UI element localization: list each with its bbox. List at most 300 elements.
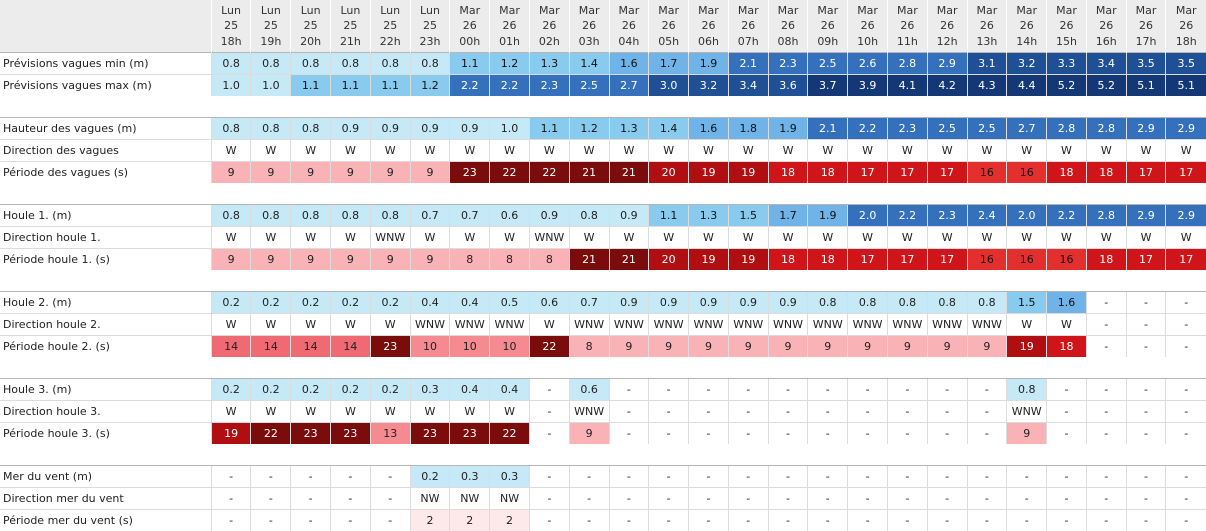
- time-column-header: [808, 0, 848, 53]
- row-direction-mer-du-vent: [0, 488, 1206, 510]
- value-cell: 23: [291, 423, 331, 445]
- value-cell: 16: [967, 162, 1007, 184]
- value-cell: -: [768, 466, 808, 488]
- value-cell: -: [1047, 401, 1087, 423]
- value-cell: 0.8: [251, 53, 291, 75]
- value-cell: W: [211, 227, 251, 249]
- time-column-header: [728, 0, 768, 53]
- value-cell: 4.3: [967, 75, 1007, 97]
- time-column-header: [1166, 0, 1206, 53]
- value-cell: 0.8: [331, 53, 371, 75]
- value-cell: 3.0: [649, 75, 689, 97]
- value-cell: -: [649, 510, 689, 531]
- value-cell: W: [410, 140, 450, 162]
- time-column-header: [1047, 0, 1087, 53]
- value-cell: 23: [450, 423, 490, 445]
- value-cell: 0.7: [450, 205, 490, 227]
- header-date: 25: [371, 18, 410, 34]
- value-cell: W: [450, 227, 490, 249]
- value-cell: 0.5: [490, 292, 530, 314]
- value-cell: -: [967, 510, 1007, 531]
- value-cell: 3.4: [1086, 53, 1126, 75]
- time-column-header: [649, 0, 689, 53]
- value-cell: -: [609, 466, 649, 488]
- header-day: Mar: [888, 3, 927, 19]
- header-date: 26: [968, 18, 1007, 34]
- value-cell: -: [768, 423, 808, 445]
- value-cell: 2.5: [808, 53, 848, 75]
- value-cell: -: [808, 510, 848, 531]
- value-cell: 0.8: [808, 292, 848, 314]
- value-cell: 21: [569, 249, 609, 271]
- value-cell: 14: [331, 336, 371, 358]
- value-cell: -: [291, 510, 331, 531]
- value-cell: 1.0: [211, 75, 251, 97]
- header-date: 26: [570, 18, 609, 34]
- value-cell: 2.9: [1126, 118, 1166, 140]
- value-cell: W: [291, 227, 331, 249]
- value-cell: 10: [450, 336, 490, 358]
- row-periode-vagues: [0, 162, 1206, 184]
- value-cell: W: [848, 227, 888, 249]
- value-cell: W: [211, 314, 251, 336]
- time-column-header: [410, 0, 450, 53]
- value-cell: 0.4: [450, 292, 490, 314]
- header-day: Mar: [689, 3, 728, 19]
- value-cell: 0.2: [370, 379, 410, 401]
- separator-cell: [0, 357, 1206, 379]
- header-day: Mar: [1127, 3, 1166, 19]
- row-label: Prévisions vagues max (m): [0, 75, 211, 97]
- value-cell: 3.1: [967, 53, 1007, 75]
- value-cell: -: [609, 510, 649, 531]
- value-cell: -: [1126, 488, 1166, 510]
- value-cell: W: [689, 227, 729, 249]
- value-cell: W: [410, 227, 450, 249]
- value-cell: W: [609, 227, 649, 249]
- header-day: Mar: [610, 3, 649, 19]
- value-cell: 0.9: [609, 292, 649, 314]
- value-cell: -: [649, 379, 689, 401]
- value-cell: 9: [251, 162, 291, 184]
- value-cell: -: [1047, 423, 1087, 445]
- value-cell: -: [529, 401, 569, 423]
- header-hour: 12h: [928, 34, 967, 50]
- value-cell: W: [808, 227, 848, 249]
- value-cell: 23: [410, 423, 450, 445]
- value-cell: 22: [490, 423, 530, 445]
- value-cell: 0.2: [211, 379, 251, 401]
- header-date: 26: [530, 18, 569, 34]
- value-cell: 3.4: [728, 75, 768, 97]
- value-cell: 9: [410, 249, 450, 271]
- value-cell: -: [529, 423, 569, 445]
- value-cell: -: [808, 401, 848, 423]
- value-cell: -: [887, 379, 927, 401]
- header-day: Lun: [251, 3, 290, 19]
- value-cell: -: [689, 423, 729, 445]
- value-cell: -: [1047, 466, 1087, 488]
- time-column-header: [529, 0, 569, 53]
- value-cell: -: [291, 488, 331, 510]
- header-date: 26: [1047, 18, 1086, 34]
- value-cell: WNW: [967, 314, 1007, 336]
- value-cell: -: [370, 488, 410, 510]
- header-day: Mar: [848, 3, 887, 19]
- value-cell: -: [331, 466, 371, 488]
- value-cell: W: [569, 140, 609, 162]
- row-vagues-max: [0, 75, 1206, 97]
- value-cell: 14: [251, 336, 291, 358]
- value-cell: W: [490, 227, 530, 249]
- value-cell: W: [927, 140, 967, 162]
- value-cell: 1.4: [649, 118, 689, 140]
- value-cell: 0.8: [251, 205, 291, 227]
- value-cell: 18: [808, 249, 848, 271]
- value-cell: 17: [887, 162, 927, 184]
- time-column-header: [1007, 0, 1047, 53]
- value-cell: 2: [450, 510, 490, 531]
- value-cell: -: [569, 510, 609, 531]
- value-cell: W: [1126, 140, 1166, 162]
- value-cell: 9: [808, 336, 848, 358]
- value-cell: W: [1086, 140, 1126, 162]
- value-cell: -: [689, 401, 729, 423]
- header-hour: 22h: [371, 34, 410, 50]
- value-cell: W: [1166, 227, 1206, 249]
- time-column-header: [450, 0, 490, 53]
- value-cell: 3.2: [689, 75, 729, 97]
- value-cell: W: [1086, 227, 1126, 249]
- row-label: Hauteur des vagues (m): [0, 118, 211, 140]
- value-cell: 9: [609, 336, 649, 358]
- header-day: Mar: [1007, 3, 1046, 19]
- time-header-row: [0, 0, 1206, 53]
- value-cell: 9: [649, 336, 689, 358]
- value-cell: W: [370, 314, 410, 336]
- value-cell: -: [728, 379, 768, 401]
- value-cell: -: [1047, 488, 1087, 510]
- value-cell: WNW: [370, 227, 410, 249]
- value-cell: 2.9: [1126, 205, 1166, 227]
- value-cell: 0.2: [291, 379, 331, 401]
- header-hour: 21h: [331, 34, 370, 50]
- time-column-header: [1086, 0, 1126, 53]
- value-cell: 17: [927, 249, 967, 271]
- value-cell: 10: [490, 336, 530, 358]
- value-cell: 8: [490, 249, 530, 271]
- value-cell: -: [211, 466, 251, 488]
- value-cell: 9: [689, 336, 729, 358]
- value-cell: W: [1047, 314, 1087, 336]
- value-cell: W: [967, 227, 1007, 249]
- value-cell: -: [529, 510, 569, 531]
- value-cell: -: [808, 423, 848, 445]
- group-separator: [0, 357, 1206, 379]
- time-column-header: [927, 0, 967, 53]
- value-cell: 0.8: [967, 292, 1007, 314]
- time-column-header: [1126, 0, 1166, 53]
- value-cell: 1.3: [689, 205, 729, 227]
- header-day: Mar: [808, 3, 847, 19]
- header-hour: 03h: [570, 34, 609, 50]
- row-direction-houle2: [0, 314, 1206, 336]
- header-date: 26: [888, 18, 927, 34]
- value-cell: -: [1126, 510, 1166, 531]
- value-cell: -: [887, 510, 927, 531]
- value-cell: 2.5: [569, 75, 609, 97]
- value-cell: 0.6: [529, 292, 569, 314]
- value-cell: 3.7: [808, 75, 848, 97]
- value-cell: 0.9: [370, 118, 410, 140]
- value-cell: 8: [450, 249, 490, 271]
- value-cell: 23: [370, 336, 410, 358]
- value-cell: -: [649, 488, 689, 510]
- header-date: 26: [848, 18, 887, 34]
- value-cell: -: [569, 466, 609, 488]
- value-cell: -: [1126, 379, 1166, 401]
- value-cell: 2.3: [768, 53, 808, 75]
- header-day: Mar: [729, 3, 768, 19]
- value-cell: 0.7: [410, 205, 450, 227]
- value-cell: 0.2: [331, 379, 371, 401]
- header-hour: 08h: [769, 34, 808, 50]
- value-cell: 2: [490, 510, 530, 531]
- value-cell: -: [689, 488, 729, 510]
- value-cell: -: [529, 488, 569, 510]
- value-cell: 1.6: [1047, 292, 1087, 314]
- value-cell: 2.8: [1086, 205, 1126, 227]
- row-direction-vagues: [0, 140, 1206, 162]
- row-periode-houle3: [0, 423, 1206, 445]
- value-cell: -: [1086, 379, 1126, 401]
- time-column-header: [211, 0, 251, 53]
- value-cell: -: [1086, 336, 1126, 358]
- value-cell: -: [291, 466, 331, 488]
- value-cell: -: [1126, 423, 1166, 445]
- row-direction-houle3: [0, 401, 1206, 423]
- value-cell: NW: [410, 488, 450, 510]
- header-hour: 23h: [411, 34, 450, 50]
- time-column-header: [768, 0, 808, 53]
- value-cell: -: [1086, 401, 1126, 423]
- value-cell: 16: [1007, 249, 1047, 271]
- value-cell: 0.8: [370, 205, 410, 227]
- value-cell: -: [967, 466, 1007, 488]
- row-label: Période houle 1. (s): [0, 249, 211, 271]
- header-date: 26: [729, 18, 768, 34]
- header-date: 25: [291, 18, 330, 34]
- value-cell: -: [1166, 510, 1206, 531]
- value-cell: 9: [211, 162, 251, 184]
- value-cell: W: [927, 227, 967, 249]
- header-hour: 00h: [450, 34, 489, 50]
- value-cell: 9: [1007, 423, 1047, 445]
- time-column-header: [848, 0, 888, 53]
- value-cell: 9: [211, 249, 251, 271]
- header-hour: 01h: [490, 34, 529, 50]
- value-cell: -: [689, 510, 729, 531]
- value-cell: -: [251, 510, 291, 531]
- value-cell: 1.9: [768, 118, 808, 140]
- value-cell: 0.8: [331, 205, 371, 227]
- value-cell: WNW: [1007, 401, 1047, 423]
- value-cell: 2.3: [529, 75, 569, 97]
- value-cell: -: [569, 488, 609, 510]
- value-cell: 1.6: [689, 118, 729, 140]
- row-label: Période des vagues (s): [0, 162, 211, 184]
- value-cell: W: [211, 140, 251, 162]
- value-cell: 14: [211, 336, 251, 358]
- value-cell: 3.9: [848, 75, 888, 97]
- header-date: 26: [490, 18, 529, 34]
- value-cell: 16: [967, 249, 1007, 271]
- value-cell: W: [1007, 314, 1047, 336]
- value-cell: 9: [410, 162, 450, 184]
- value-cell: 17: [1126, 162, 1166, 184]
- value-cell: 0.8: [211, 53, 251, 75]
- value-cell: 18: [768, 162, 808, 184]
- value-cell: 0.8: [569, 205, 609, 227]
- value-cell: -: [1126, 336, 1166, 358]
- value-cell: -: [728, 510, 768, 531]
- value-cell: 9: [967, 336, 1007, 358]
- value-cell: W: [211, 401, 251, 423]
- header-date: 26: [610, 18, 649, 34]
- value-cell: 1.5: [1007, 292, 1047, 314]
- row-label: Mer du vent (m): [0, 466, 211, 488]
- row-direction-houle1: [0, 227, 1206, 249]
- value-cell: W: [1007, 140, 1047, 162]
- header-date: 26: [1166, 18, 1206, 34]
- value-cell: 1.1: [450, 53, 490, 75]
- value-cell: 0.8: [927, 292, 967, 314]
- value-cell: -: [967, 488, 1007, 510]
- value-cell: -: [1086, 292, 1126, 314]
- value-cell: 18: [1047, 162, 1087, 184]
- header-hour: 14h: [1007, 34, 1046, 50]
- value-cell: 2.7: [1007, 118, 1047, 140]
- header-date: 25: [251, 18, 290, 34]
- value-cell: -: [887, 401, 927, 423]
- value-cell: -: [927, 401, 967, 423]
- value-cell: W: [768, 140, 808, 162]
- header-day: Mar: [1047, 3, 1086, 19]
- value-cell: -: [848, 510, 888, 531]
- value-cell: W: [331, 314, 371, 336]
- value-cell: W: [1166, 140, 1206, 162]
- value-cell: 2.2: [848, 118, 888, 140]
- value-cell: -: [848, 401, 888, 423]
- value-cell: -: [1126, 401, 1166, 423]
- value-cell: -: [251, 466, 291, 488]
- value-cell: 9: [331, 162, 371, 184]
- value-cell: 10: [410, 336, 450, 358]
- value-cell: W: [529, 140, 569, 162]
- value-cell: 0.9: [728, 292, 768, 314]
- row-mer-du-vent: [0, 466, 1206, 488]
- value-cell: W: [1007, 227, 1047, 249]
- value-cell: -: [728, 401, 768, 423]
- value-cell: -: [1166, 292, 1206, 314]
- row-periode-mer-du-vent: [0, 510, 1206, 531]
- value-cell: -: [331, 488, 371, 510]
- value-cell: WNW: [410, 314, 450, 336]
- value-cell: W: [450, 401, 490, 423]
- value-cell: 2.8: [1047, 118, 1087, 140]
- value-cell: 9: [251, 249, 291, 271]
- value-cell: 19: [211, 423, 251, 445]
- value-cell: 8: [529, 249, 569, 271]
- value-cell: WNW: [728, 314, 768, 336]
- value-cell: 2.4: [967, 205, 1007, 227]
- separator-cell: [0, 444, 1206, 466]
- value-cell: -: [848, 488, 888, 510]
- header-date: 25: [411, 18, 450, 34]
- row-label: Période mer du vent (s): [0, 510, 211, 531]
- value-cell: 5.2: [1047, 75, 1087, 97]
- value-cell: -: [848, 466, 888, 488]
- value-cell: 18: [1086, 249, 1126, 271]
- value-cell: W: [291, 314, 331, 336]
- separator-cell: [0, 96, 1206, 118]
- value-cell: WNW: [649, 314, 689, 336]
- value-cell: 0.8: [291, 118, 331, 140]
- value-cell: 1.1: [370, 75, 410, 97]
- group-separator: [0, 96, 1206, 118]
- value-cell: -: [808, 466, 848, 488]
- value-cell: 0.2: [211, 292, 251, 314]
- value-cell: 1.2: [410, 75, 450, 97]
- value-cell: WNW: [569, 314, 609, 336]
- value-cell: 1.3: [529, 53, 569, 75]
- row-label: Houle 1. (m): [0, 205, 211, 227]
- value-cell: 9: [728, 336, 768, 358]
- value-cell: -: [689, 466, 729, 488]
- value-cell: 20: [649, 162, 689, 184]
- header-day: Mar: [450, 3, 489, 19]
- value-cell: 0.8: [291, 205, 331, 227]
- value-cell: 14: [291, 336, 331, 358]
- value-cell: WNW: [808, 314, 848, 336]
- value-cell: 0.9: [331, 118, 371, 140]
- value-cell: -: [927, 510, 967, 531]
- value-cell: -: [927, 379, 967, 401]
- value-cell: 16: [1007, 162, 1047, 184]
- header-day: Mar: [928, 3, 967, 19]
- value-cell: W: [808, 140, 848, 162]
- header-hour: 15h: [1047, 34, 1086, 50]
- value-cell: -: [1166, 423, 1206, 445]
- value-cell: 17: [1126, 249, 1166, 271]
- value-cell: 0.8: [410, 53, 450, 75]
- value-cell: -: [887, 423, 927, 445]
- value-cell: 18: [768, 249, 808, 271]
- time-column-header: [331, 0, 371, 53]
- value-cell: -: [848, 379, 888, 401]
- value-cell: 0.8: [211, 205, 251, 227]
- value-cell: 0.9: [609, 205, 649, 227]
- value-cell: 22: [529, 162, 569, 184]
- value-cell: 4.1: [887, 75, 927, 97]
- value-cell: 0.2: [251, 379, 291, 401]
- header-hour: 18h: [1166, 34, 1206, 50]
- header-date: 26: [689, 18, 728, 34]
- header-date: 26: [1087, 18, 1126, 34]
- value-cell: 0.9: [768, 292, 808, 314]
- header-day: Lun: [291, 3, 330, 19]
- value-cell: W: [370, 140, 410, 162]
